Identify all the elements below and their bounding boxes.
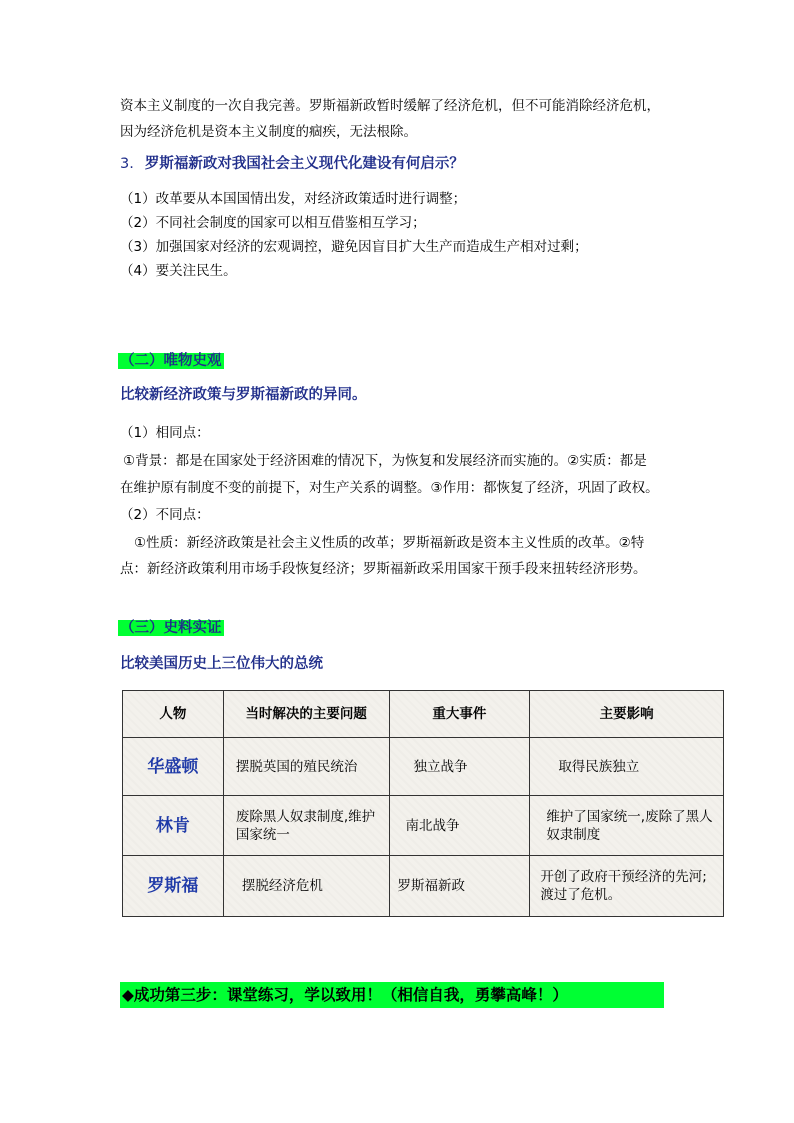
section-3-subhead: 比较美国历史上三位伟大的总统 — [120, 656, 323, 672]
table-row — [123, 738, 724, 796]
impact-cell: 取得民族独立 — [530, 738, 724, 796]
table-header-row — [123, 691, 724, 738]
practice-banner: ◆成功第三步：课堂练习，学以致用！（相信自我，勇攀高峰！） — [120, 982, 664, 1008]
intro-line-2: 因为经济危机是资本主义制度的痼疾，无法根除。 — [120, 124, 417, 140]
event-cell: 南北战争 — [389, 796, 530, 856]
header-problem: 当时解决的主要问题 — [223, 691, 389, 738]
person-name: 林肯 — [123, 796, 224, 856]
table-row — [123, 796, 724, 856]
header-event: 重大事件 — [389, 691, 530, 738]
question-3-number: 3. — [120, 156, 134, 172]
impact-cell: 维护了国家统一,废除了黑人奴隶制度 — [530, 796, 724, 856]
section-2-heading-wrap — [118, 350, 224, 372]
table-row — [123, 856, 724, 917]
same-label: （1）相同点： — [120, 425, 210, 441]
section-2-subhead: 比较新经济政策与罗斯福新政的异同。 — [120, 387, 367, 403]
same-line-1: ①背景：都是在国家处于经济困难的情况下，为恢复和发展经济而实施的。②实质：都是 — [123, 453, 647, 469]
list-item: （4）要关注民生。 — [120, 263, 237, 279]
list-item: （1）改革要从本国国情出发，对经济政策适时进行调整； — [120, 191, 467, 207]
person-name: 罗斯福 — [123, 856, 224, 917]
same-line-2: 在维护原有制度不变的前提下，对生产关系的调整。③作用：都恢复了经济，巩固了政权。 — [120, 480, 659, 496]
diff-line-2: 点：新经济政策利用市场手段恢复经济；罗斯福新政采用国家干预手段来扭转经济形势。 — [120, 561, 647, 577]
problem-cell: 摆脱英国的殖民统治 — [223, 738, 389, 796]
intro-line-1: 资本主义制度的一次自我完善。罗斯福新政暂时缓解了经济危机，但不可能消除经济危机， — [120, 98, 660, 114]
person-name: 华盛顿 — [123, 738, 224, 796]
question-3-title — [120, 152, 464, 173]
list-item: （3）加强国家对经济的宏观调控，避免因盲目扩大生产而造成生产相对过剩； — [120, 239, 588, 255]
event-cell: 独立战争 — [389, 738, 530, 796]
question-3-text: 罗斯福新政对我国社会主义现代化建设有何启示？ — [144, 156, 464, 172]
section-3-heading: （三）史料实证 — [120, 620, 222, 636]
header-person: 人物 — [123, 691, 224, 738]
impact-cell: 开创了政府干预经济的先河;渡过了危机。 — [530, 856, 724, 917]
presidents-table — [122, 690, 724, 917]
list-item: （2）不同社会制度的国家可以相互借鉴相互学习； — [120, 215, 426, 231]
header-impact: 主要影响 — [530, 691, 724, 738]
diff-label: （2）不同点： — [120, 507, 210, 523]
problem-cell: 摆脱经济危机 — [223, 856, 389, 917]
event-cell: 罗斯福新政 — [389, 856, 530, 917]
section-3-heading-wrap — [118, 617, 224, 639]
section-2-heading: （二）唯物史观 — [120, 353, 222, 369]
diff-line-1: ①性质：新经济政策是社会主义性质的改革；罗斯福新政是资本主义性质的改革。②特 — [134, 535, 645, 551]
problem-cell: 废除黑人奴隶制度,维护国家统一 — [223, 796, 389, 856]
question-3-list — [120, 187, 588, 283]
